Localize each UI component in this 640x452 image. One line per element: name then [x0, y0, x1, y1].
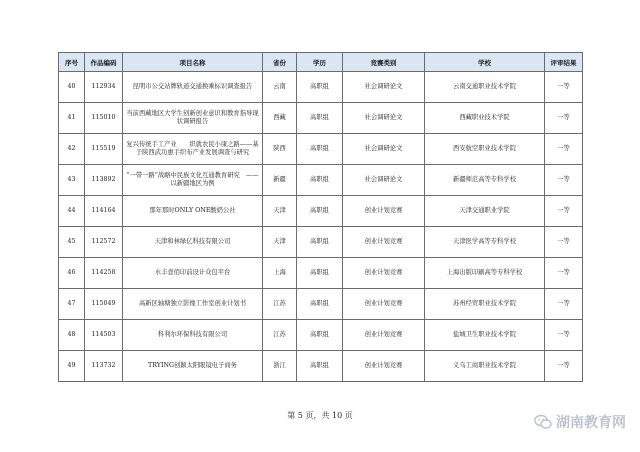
cell-name: 那年那时ONLY ONE酸奶公社: [123, 196, 263, 227]
header-result: 评审结果: [545, 53, 583, 72]
cell-code: 112934: [85, 72, 123, 103]
cell-edu: 高职组: [297, 103, 343, 134]
cell-result: 一等: [545, 320, 583, 351]
wechat-icon: [534, 414, 552, 430]
cell-seq: 46: [59, 258, 85, 289]
table-row: [59, 72, 583, 103]
cell-province: 江苏: [263, 289, 297, 320]
cell-school: 义乌工商职业技术学院: [425, 351, 545, 382]
table-row: [59, 196, 583, 227]
header-seq: 序号: [59, 53, 85, 72]
cell-category: 创业计划竞赛: [343, 196, 425, 227]
cell-name: 当前西藏地区大学生创新创业意识和教育指导现状调研报告: [123, 103, 263, 134]
cell-province: 上海: [263, 258, 297, 289]
header-province: 省份: [263, 53, 297, 72]
cell-code: 113892: [85, 165, 123, 196]
table-row: [59, 289, 583, 320]
cell-province: 浙江: [263, 351, 297, 382]
cell-name: 昆明市公交站牌轨道交通换乘标识调查报告: [123, 72, 263, 103]
cell-school: 西藏职业技术学院: [425, 103, 545, 134]
cell-edu: 高职组: [297, 258, 343, 289]
cell-result: 一等: [545, 72, 583, 103]
cell-school: 天津交通职业学院: [425, 196, 545, 227]
cell-name: 科利尔环保科技有限公司: [123, 320, 263, 351]
cell-edu: 高职组: [297, 72, 343, 103]
table-row: [59, 320, 583, 351]
table-row: [59, 351, 583, 382]
watermark-text: 湖南教育网: [556, 415, 626, 431]
cell-category: 创业计划竞赛: [343, 351, 425, 382]
table-row: [59, 165, 583, 196]
cell-name: 高新区轴塘独立影像工作室创业计划书: [123, 289, 263, 320]
cell-province: 天津: [263, 227, 297, 258]
cell-name: 水丰壹佰印前设计众包平台: [123, 258, 263, 289]
cell-province: 西藏: [263, 103, 297, 134]
cell-category: 社会调研论文: [343, 72, 425, 103]
cell-result: 一等: [545, 289, 583, 320]
cell-school: 苏州经贸职业技术学院: [425, 289, 545, 320]
cell-category: 社会调研论文: [343, 103, 425, 134]
cell-code: 115010: [85, 103, 123, 134]
cell-province: 云南: [263, 72, 297, 103]
results-table: [58, 52, 583, 382]
cell-school: 云南交通职业技术学院: [425, 72, 545, 103]
cell-category: 社会调研论文: [343, 134, 425, 165]
cell-school: 盐城卫生职业技术学院: [425, 320, 545, 351]
cell-edu: 高职组: [297, 134, 343, 165]
cell-result: 一等: [545, 351, 583, 382]
cell-category: 创业计划竞赛: [343, 227, 425, 258]
cell-code: 114164: [85, 196, 123, 227]
cell-seq: 49: [59, 351, 85, 382]
header-edu: 学历: [297, 53, 343, 72]
cell-category: 社会调研论文: [343, 165, 425, 196]
cell-code: 115519: [85, 134, 123, 165]
cell-seq: 41: [59, 103, 85, 134]
table-row: [59, 134, 583, 165]
cell-name: 天津和林绿亿科技有限公司: [123, 227, 263, 258]
cell-seq: 48: [59, 320, 85, 351]
cell-code: 113732: [85, 351, 123, 382]
cell-edu: 高职组: [297, 165, 343, 196]
cell-province: 陕西: [263, 134, 297, 165]
table-header-row: [59, 53, 583, 72]
cell-seq: 42: [59, 134, 85, 165]
cell-edu: 高职组: [297, 196, 343, 227]
cell-seq: 44: [59, 196, 85, 227]
cell-result: 一等: [545, 258, 583, 289]
cell-category: 创业计划竞赛: [343, 289, 425, 320]
cell-name: 复兴传统手工产业 织就农民小康之路——基于陕西武功惠手织布产业发展调查与研究: [123, 134, 263, 165]
cell-school: 新疆师范高等专科学校: [425, 165, 545, 196]
cell-result: 一等: [545, 134, 583, 165]
header-name: 项目名称: [123, 53, 263, 72]
cell-edu: 高职组: [297, 351, 343, 382]
cell-result: 一等: [545, 103, 583, 134]
cell-code: 115049: [85, 289, 123, 320]
cell-edu: 高职组: [297, 320, 343, 351]
cell-result: 一等: [545, 227, 583, 258]
cell-name: TRYING创颖太阳眼镜电子商务: [123, 351, 263, 382]
table-row: [59, 227, 583, 258]
cell-province: 新疆: [263, 165, 297, 196]
cell-code: 112572: [85, 227, 123, 258]
cell-seq: 43: [59, 165, 85, 196]
cell-code: 114503: [85, 320, 123, 351]
cell-category: 创业计划竞赛: [343, 320, 425, 351]
cell-name: “一带一路”战略中民族文化互通教育研究 ——以新疆地区为例: [123, 165, 263, 196]
cell-province: 江苏: [263, 320, 297, 351]
cell-seq: 40: [59, 72, 85, 103]
page-number: 第 5 页，共 10 页: [287, 411, 353, 420]
cell-code: 114258: [85, 258, 123, 289]
cell-seq: 47: [59, 289, 85, 320]
cell-school: 西安航空职业技术学院: [425, 134, 545, 165]
header-school: 学校: [425, 53, 545, 72]
table-row: [59, 103, 583, 134]
cell-edu: 高职组: [297, 289, 343, 320]
cell-result: 一等: [545, 165, 583, 196]
table-row: [59, 258, 583, 289]
cell-seq: 45: [59, 227, 85, 258]
cell-school: 上海出版印刷高等专科学校: [425, 258, 545, 289]
header-category: 竞赛类别: [343, 53, 425, 72]
cell-province: 天津: [263, 196, 297, 227]
header-code: 作品编码: [85, 53, 123, 72]
watermark: [534, 412, 626, 432]
cell-result: 一等: [545, 196, 583, 227]
cell-school: 天津医学高等专科学校: [425, 227, 545, 258]
cell-edu: 高职组: [297, 227, 343, 258]
cell-category: 创业计划竞赛: [343, 258, 425, 289]
